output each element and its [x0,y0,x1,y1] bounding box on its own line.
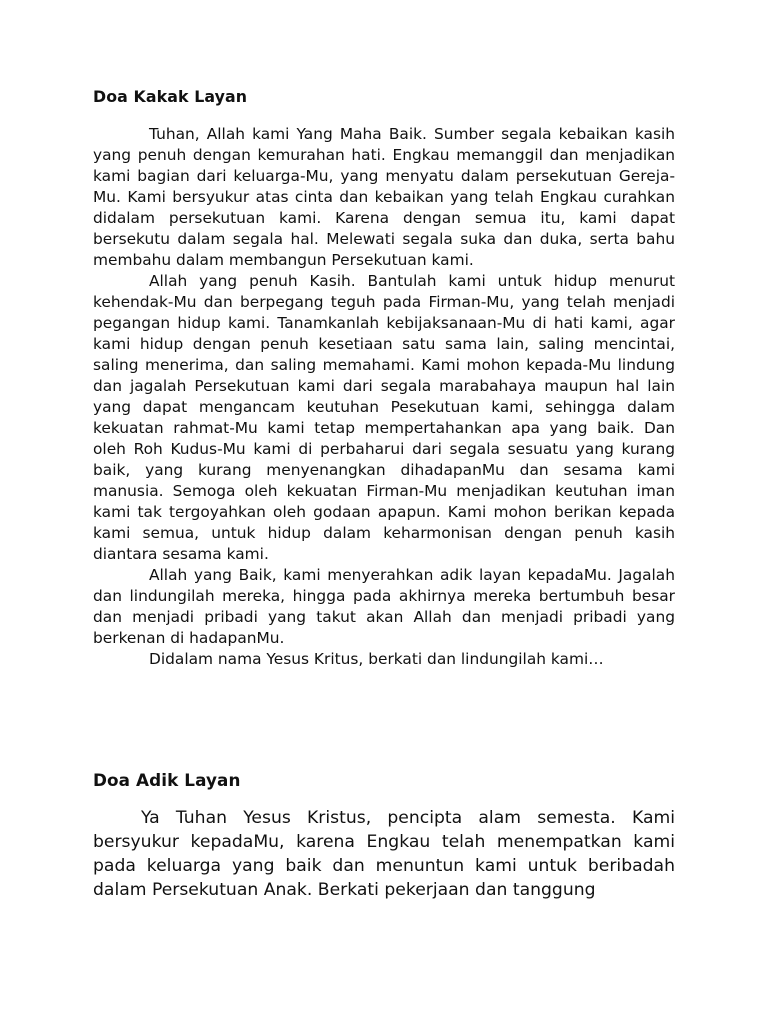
section-title-doa-adik-layan: Doa Adik Layan [93,770,241,790]
document-page [93,0,675,1024]
section-body-doa-kakak-layan [93,124,675,670]
paragraph: Allah yang penuh Kasih. Bantulah kami untuk hidup menurut kehendak-Mu dan berpegang teguh pada Firman-Mu, yang telah menjadi pegangan hidup kami. Tanamkanlah kebijaksanaan-Mu di hati kami, agar kami hidup dengan penuh kesetiaan satu sama lain, saling mencintai, saling menerima, dan saling memahami. Kami mohon kepada-Mu lindung dan jagalah Persekutuan kami dari segala marabahaya maupun hal lain yang dapat mengancam keutuhan Pesekutuan kami, sehingga dalam kekuatan rahmat-Mu kami tetap mempertahankan apa yang baik. Dan oleh Roh Kudus-Mu kami di perbaharui dari segala sesuatu yang kurang baik, yang kurang menyenangkan dihadapanMu dan sesama kami manusia. Semoga oleh kekuatan Firman-Mu menjadikan keutuhan iman kami tak tergoyahkan oleh godaan apapun. Kami mohon berikan kepada kami semua, untuk hidup dalam keharmonisan dengan penuh kasih diantara sesama kami. [93,272,675,563]
paragraph: Ya Tuhan Yesus Kristus, pencipta alam semesta. Kami bersyukur kepadaMu, karena Engkau telah menempatkan kami pada keluarga yang baik dan menuntun kami untuk beribadah dalam Persekutuan Anak. Berkati pekerjaan dan tanggung [93,808,675,900]
paragraph: Didalam nama Yesus Kritus, berkati dan lindungilah kami… [149,650,604,668]
paragraph: Allah yang Baik, kami menyerahkan adik layan kepadaMu. Jagalah dan lindungilah mereka, hingga pada akhirnya mereka bertumbuh besar dan menjadi pribadi yang takut akan Allah dan menjadi pribadi yang berkenan di hadapanMu. [93,566,675,647]
section-body-doa-adik-layan [93,806,675,902]
paragraph: Tuhan, Allah kami Yang Maha Baik. Sumber segala kebaikan kasih yang penuh dengan kemurahan hati. Engkau memanggil dan menjadikan kami bagian dari keluarga-Mu, yang menyatu dalam persekutuan Gereja-Mu. Kami bersyukur atas cinta dan kebaikan yang telah Engkau curahkan didalam persekutuan kami. Karena dengan semua itu, kami dapat bersekutu dalam segala hal. Melewati segala suka dan duka, serta bahu membahu dalam membangun Persekutuan kami. [93,125,675,269]
section-title-doa-kakak-layan: Doa Kakak Layan [93,87,248,106]
